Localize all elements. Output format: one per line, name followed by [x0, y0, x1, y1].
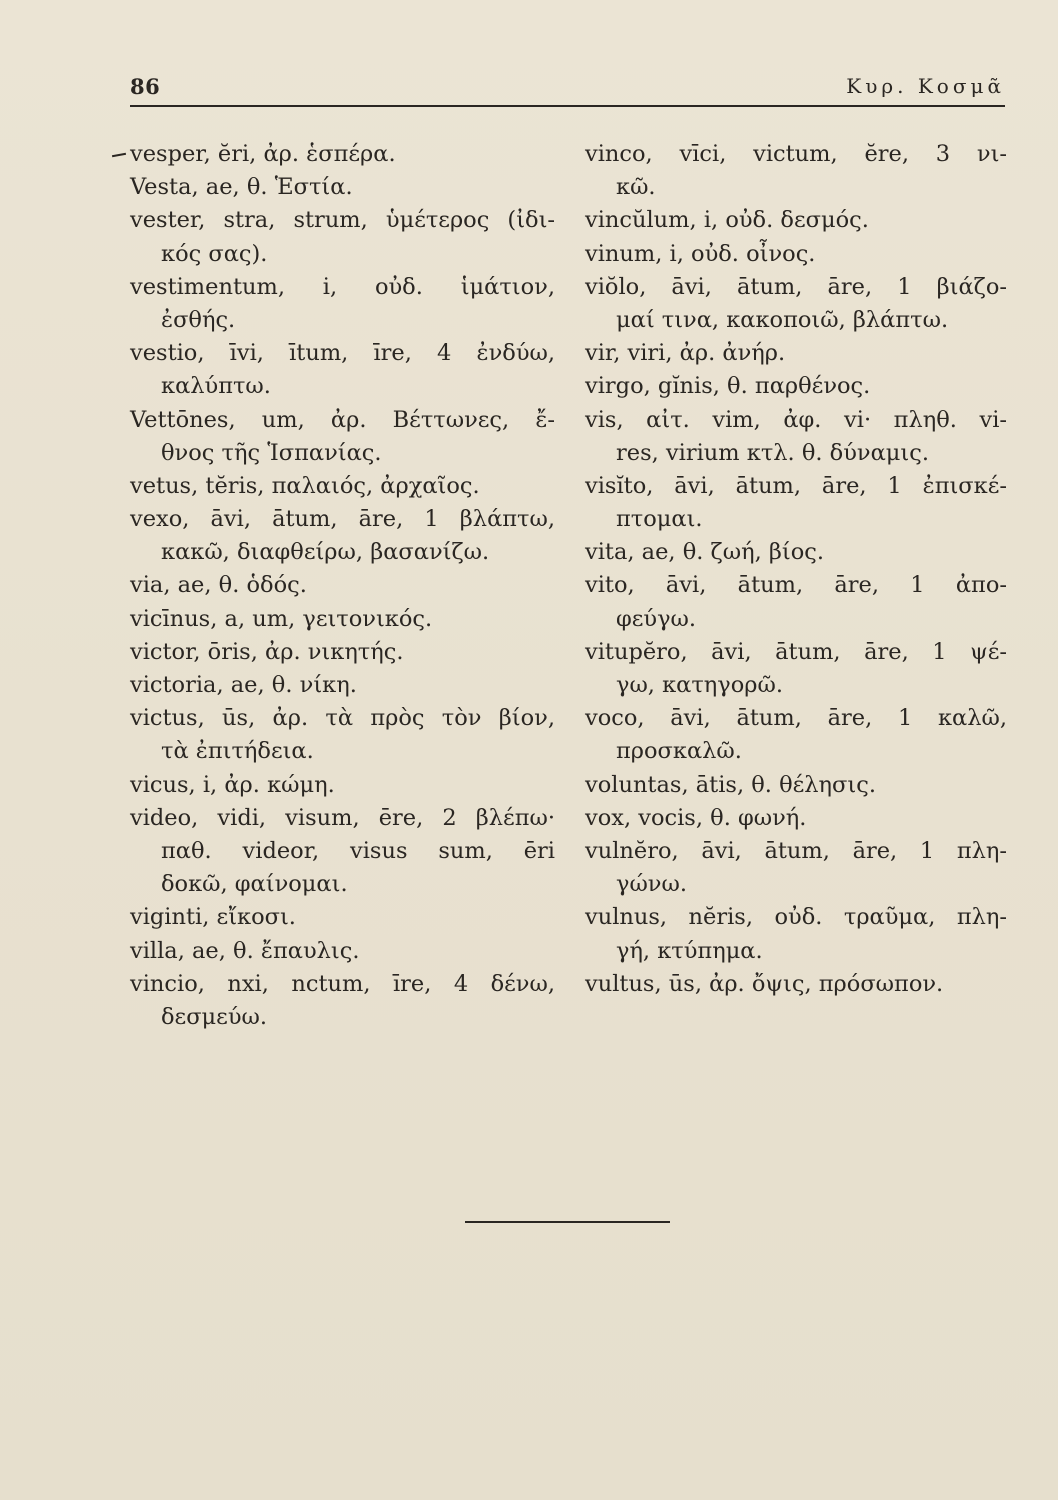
dictionary-line: τὰ ἐπιτήδεια. [161, 738, 314, 765]
margin-dash-mark [112, 153, 126, 157]
dictionary-line: virgo, gĭnis, θ. παρθένος. [585, 373, 871, 400]
header-rule [130, 105, 1005, 107]
dictionary-line: κός σας). [161, 240, 268, 267]
dictionary-line: viŏlo, āvi, ātum, āre, 1 βιάζο- [585, 273, 1007, 300]
dictionary-line: καλύπτω. [161, 373, 271, 400]
dictionary-line: video, vidi, visum, ēre, 2 βλέπω· [130, 804, 555, 831]
left-column [130, 138, 555, 1034]
dictionary-line: victoria, ae, θ. νίκη. [130, 672, 357, 698]
dictionary-line: vincio, nxi, nctum, īre, 4 δένω, [130, 970, 555, 997]
dictionary-line: Vesta, ae, θ. Ἑστία. [130, 174, 353, 201]
dictionary-line: vulnus, nĕris, οὐδ. τραῦμα, πλη- [585, 904, 1007, 931]
running-head: Κυρ. Κοσμᾶ [846, 74, 1005, 98]
dictionary-line: παθ. videor, visus sum, ēri [161, 837, 555, 864]
dictionary-line: ἐσθής. [161, 306, 236, 333]
dictionary-line: κῶ. [616, 174, 656, 201]
dictionary-line: vinum, i, οὐδ. οἶνος. [585, 240, 816, 267]
dictionary-line: via, ae, θ. ὁδός. [130, 572, 307, 599]
dictionary-line: γή, κτύπημα. [616, 937, 763, 964]
dictionary-line: πτομαι. [616, 506, 703, 533]
dictionary-line: vetus, tĕris, παλαιός, ἀρχαῖος. [130, 472, 480, 499]
dictionary-line: villa, ae, θ. ἔπαυλις. [130, 937, 360, 964]
dictionary-line: viginti, εἴκοσι. [130, 904, 296, 931]
end-rule [465, 1221, 670, 1223]
page-header [130, 74, 1005, 104]
dictionary-line: victus, ūs, ἀρ. τὰ πρὸς τὸν βίον, [130, 705, 555, 732]
dictionary-line: voco, āvi, ātum, āre, 1 καλῶ, [585, 705, 1007, 732]
dictionary-line: vitupĕro, āvi, ātum, āre, 1 ψέ- [585, 638, 1007, 665]
dictionary-line: voluntas, ātis, θ. θέλησις. [585, 771, 876, 798]
dictionary-line: vester, stra, strum, ὑμέτερος (ἰδι- [130, 207, 555, 234]
dictionary-line: vincŭlum, i, οὐδ. δεσμός. [585, 207, 869, 234]
dictionary-line: φεύγω. [616, 605, 697, 632]
dictionary-line: vir, viri, ἀρ. ἀνήρ. [585, 340, 786, 367]
dictionary-line: προσκαλῶ. [616, 738, 742, 765]
dictionary-line: visĭto, āvi, ātum, āre, 1 ἐπισκέ- [585, 472, 1007, 499]
dictionary-line: vultus, ūs, ἀρ. ὄψις, πρόσωπον. [585, 970, 944, 997]
dictionary-line: vox, vocis, θ. φωνή. [585, 804, 807, 831]
dictionary-line: vulnĕro, āvi, ātum, āre, 1 πλη- [585, 837, 1007, 864]
dictionary-line: γώνω. [616, 871, 687, 898]
page-number: 86 [130, 74, 161, 99]
dictionary-line: vicus, i, ἀρ. κώμη. [130, 771, 335, 798]
dictionary-line: vestio, īvi, ītum, īre, 4 ἐνδύω, [130, 340, 555, 367]
dictionary-line: γω, κατηγορῶ. [616, 672, 784, 698]
dictionary-line: Vettōnes, um, ἀρ. Βέττωνες, ἔ- [130, 406, 555, 433]
dictionary-line: δοκῶ, φαίνομαι. [161, 871, 348, 898]
dictionary-line: δεσμεύω. [161, 1003, 268, 1030]
dictionary-line: μαί τινα, κακοποιῶ, βλάπτω. [616, 306, 949, 333]
dictionary-line: vesper, ĕri, ἀρ. ἑσπέρα. [130, 141, 396, 167]
dictionary-line: res, virium κτλ. θ. δύναμις. [616, 439, 929, 466]
dictionary-line: vestimentum, i, οὐδ. ἱμάτιον, [130, 273, 555, 300]
dictionary-line: vito, āvi, ātum, āre, 1 ἀπο- [585, 572, 1007, 599]
dictionary-line: vinco, vīci, victum, ĕre, 3 νι- [585, 141, 1007, 167]
dictionary-line: θνος τῆς Ἱσπανίας. [161, 439, 382, 466]
dictionary-line: κακῶ, διαφθείρω, βασανίζω. [161, 539, 490, 566]
dictionary-line: vis, αἰτ. vim, ἀφ. vi· πληθ. vi- [585, 406, 1007, 433]
dictionary-line: vexo, āvi, ātum, āre, 1 βλάπτω, [130, 506, 555, 533]
dictionary-line: vicīnus, a, um, γειτονικός. [130, 605, 433, 632]
dictionary-line: victor, ōris, ἀρ. νικητής. [130, 638, 404, 665]
dictionary-line: vita, ae, θ. ζωή, βίος. [585, 539, 825, 566]
right-column [585, 138, 1007, 1001]
